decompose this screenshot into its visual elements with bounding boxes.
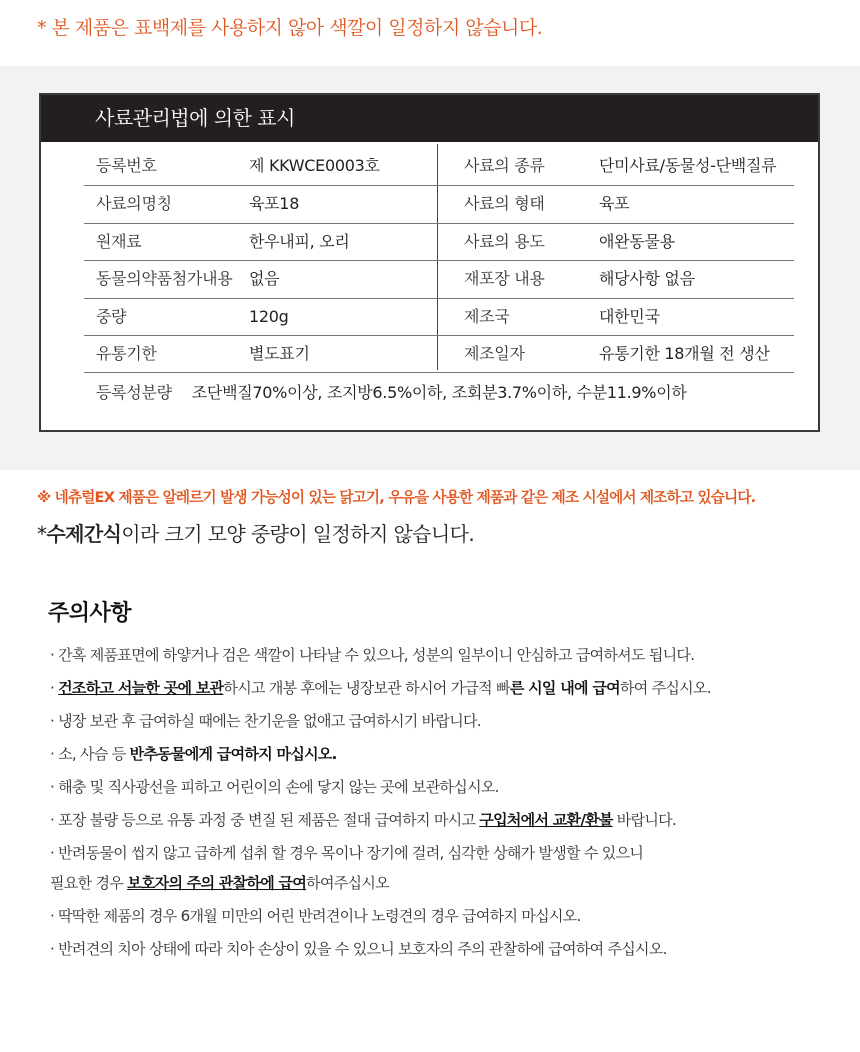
label-row <box>84 335 794 372</box>
caution-emphasis: 보호자의 주의 관찰하에 급여 <box>127 874 307 892</box>
caution-item: · 냉장 보관 후 급여하실 때에는 찬기운을 없애고 급여하시기 바랍니다. <box>50 712 481 730</box>
composition-row <box>96 380 687 403</box>
caution-item <box>50 872 389 893</box>
row-value: 없음 <box>249 269 280 288</box>
caution-emphasis: 구입처에서 교환/환불 <box>479 811 613 829</box>
caution-item <box>50 809 676 830</box>
row-key: 사료의 형태 <box>464 194 545 213</box>
row-value: 제 KKWCE0003호 <box>249 156 380 175</box>
row-key: 재포장 내용 <box>464 269 545 288</box>
row-value: 대한민국 <box>599 307 660 326</box>
row-value: 유통기한 18개월 전 생산 <box>599 344 770 363</box>
handmade-rest: 이라 크기 모양 중량이 일정하지 않습니다. <box>121 522 475 546</box>
allergy-notice: ※ 네츄럴EX 제품은 알레르기 발생 가능성이 있는 닭고기, 우유을 사용한 제품과 같은 제조 시설에서 제조하고 있습니다. <box>37 489 756 506</box>
row-value: 단미사료/동물성-단백질류 <box>599 156 777 175</box>
label-row <box>84 185 794 222</box>
caution-text: 하여주십시오 <box>306 874 389 892</box>
caution-text: 하여 주십시오. <box>619 679 711 697</box>
row-value: 별도표기 <box>249 344 310 363</box>
label-row <box>84 260 794 297</box>
caution-item <box>50 743 337 764</box>
caution-text: 필요한 경우 <box>50 874 128 892</box>
row-key: 중량 <box>96 307 127 326</box>
caution-text: 바랍니다. <box>612 811 677 829</box>
caution-item: · 반려동물이 씹지 않고 급하게 섭취 할 경우 목이나 장기에 걸려, 심각한 상해가 발생할 수 있으니 <box>50 844 644 862</box>
feed-label-box <box>39 93 820 432</box>
row-value: 한우내피, 오리 <box>249 232 350 251</box>
row-value: 육포18 <box>249 194 300 213</box>
row-divider <box>84 372 794 373</box>
row-key: 제조국 <box>464 307 510 326</box>
row-key: 동물의약품첨가내용 <box>96 269 233 288</box>
row-key: 사료의 용도 <box>464 232 545 251</box>
row-value: 120g <box>249 307 289 326</box>
caution-text: 하시고 개봉 후에는 냉장보관 하시어 가급적 빠 <box>223 679 510 697</box>
composition-value: 조단백질70%이상, 조지방6.5%이하, 조회분3.7%이하, 수분11.9%이하 <box>191 383 687 402</box>
caution-item: · 반려견의 치아 상태에 따라 치아 손상이 있을 수 있으니 보호자의 주의 관찰하에 급여하여 주십시오. <box>50 940 667 958</box>
handmade-bold: 수제간식 <box>46 522 122 546</box>
row-key: 사료의 종류 <box>464 156 545 175</box>
label-row <box>84 298 794 335</box>
caution-text: · 소, 사슴 등 <box>50 745 130 763</box>
row-key: 제조일자 <box>464 344 525 363</box>
handmade-prefix: * <box>37 522 47 546</box>
label-row <box>84 147 794 184</box>
row-value: 육포 <box>599 194 630 213</box>
caution-emphasis: 반추동물에게 급여하지 마십시오. <box>129 745 337 763</box>
row-value: 애완동물용 <box>599 232 675 251</box>
row-value: 해당사항 없음 <box>599 269 695 288</box>
caution-emphasis: 건조하고 서늘한 곳에 보관 <box>58 679 224 697</box>
caution-emphasis: 른 시일 내에 급여 <box>509 679 620 697</box>
caution-item <box>50 677 711 698</box>
row-key: 유통기한 <box>96 344 157 363</box>
bleach-notice: * 본 제품은 표백제를 사용하지 않아 색깔이 일정하지 않습니다. <box>37 17 543 39</box>
caution-item: · 딱딱한 제품의 경우 6개월 미만의 어린 반려견이나 노령견의 경우 급여하지 마십시오. <box>50 907 581 925</box>
caution-text: · 포장 불량 등으로 유통 과정 중 변질 된 제품은 절대 급여하지 마시고 <box>50 811 480 829</box>
caution-item: · 해충 및 직사광선을 피하고 어린이의 손에 닿지 않는 곳에 보관하십시오. <box>50 778 499 796</box>
row-key: 등록번호 <box>96 156 157 175</box>
caution-item: · 간혹 제품표면에 하얗거나 검은 색깔이 나타날 수 있으나, 성분의 일부이니 안심하고 급여하셔도 됩니다. <box>50 646 695 664</box>
composition-key: 등록성분량 <box>96 383 172 402</box>
handmade-notice <box>37 518 474 547</box>
label-title: 사료관리법에 의한 표시 <box>41 95 818 142</box>
row-key: 원재료 <box>96 232 142 251</box>
caution-text: · <box>50 679 59 697</box>
row-key: 사료의명칭 <box>96 194 172 213</box>
label-row <box>84 223 794 260</box>
caution-title: 주의사항 <box>48 601 132 626</box>
